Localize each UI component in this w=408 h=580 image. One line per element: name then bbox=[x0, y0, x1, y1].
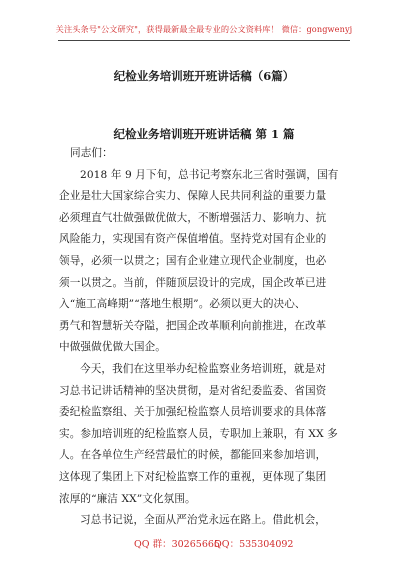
paragraph-1 bbox=[59, 165, 349, 359]
text-line: 习总书记讲话精神的坚决贯彻，是对省纪委监委、省国资 bbox=[59, 384, 327, 397]
text-line: 委纪检监察组、关于加强纪检监察人员培训要求的具体落 bbox=[59, 406, 327, 419]
text-line: 领导，必须一以贯之；国有企业建立现代企业制度，也必 bbox=[59, 254, 327, 267]
text-line: 今天，我们在这里举办纪检监察业务培训班，就是对 bbox=[80, 362, 326, 375]
text-line: 须一以贯之。当前，伴随顶层设计的完成，国企改革已进 bbox=[59, 276, 327, 289]
document-body bbox=[59, 143, 349, 532]
text-line: 入“施工高峰期”“落地生根期”。必须以更大的决心、 bbox=[59, 298, 306, 311]
text-line: 2018 年 9 月下旬，总书记考察东北三省时强调，国有 bbox=[80, 168, 339, 181]
header-promo-note: 关注头条号"公文研究"，获得最新最全最专业的公文资料库！ 微信：gongwenyj bbox=[55, 24, 353, 34]
text-line: 这体现了集团上下对纪检监察工作的重视，更体现了集团 bbox=[59, 470, 327, 483]
text-line: 浓厚的“廉洁 XX”文化氛围。 bbox=[59, 492, 196, 505]
footer-qq-group: QQ 群：30265665 bbox=[134, 539, 220, 550]
footer-contact bbox=[0, 536, 408, 550]
footer-qq-number: QQ：535304092 bbox=[214, 539, 294, 550]
section-title: 纪检业务培训班开班讲话稿 第 1 篇 bbox=[113, 127, 295, 141]
paragraph-2 bbox=[59, 359, 349, 510]
text-line: 人。在各单位生产经营最忙的时候，都能回来参加培训， bbox=[59, 449, 327, 462]
salutation: 同志们： bbox=[70, 147, 113, 159]
text-line: 实。参加培训班的纪检监察人员，专职加上兼职，有 XX 多 bbox=[59, 427, 338, 440]
text-line: 必须理直气壮做强做优做大，不断增强活力、影响力、抗 bbox=[59, 211, 327, 224]
text-line: 企业是壮大国家综合实力、保障人民共同利益的重要力量 bbox=[59, 190, 327, 203]
paragraph-3 bbox=[59, 510, 349, 532]
text-line: 风险能力，实现国有资产保值增值。坚持党对国有企业的 bbox=[59, 233, 327, 246]
text-line: 中做强做优做大国企。 bbox=[59, 341, 166, 354]
document-title: 纪检业务培训班开班讲话稿（6篇） bbox=[113, 69, 295, 83]
text-line: 勇气和智慧斩关夺隘，把国企改革顺利向前推进，在改革 bbox=[59, 319, 327, 332]
text-line: 习总书记说，全面从严治党永远在路上。借此机会， bbox=[80, 514, 326, 527]
header-divider bbox=[58, 40, 350, 41]
